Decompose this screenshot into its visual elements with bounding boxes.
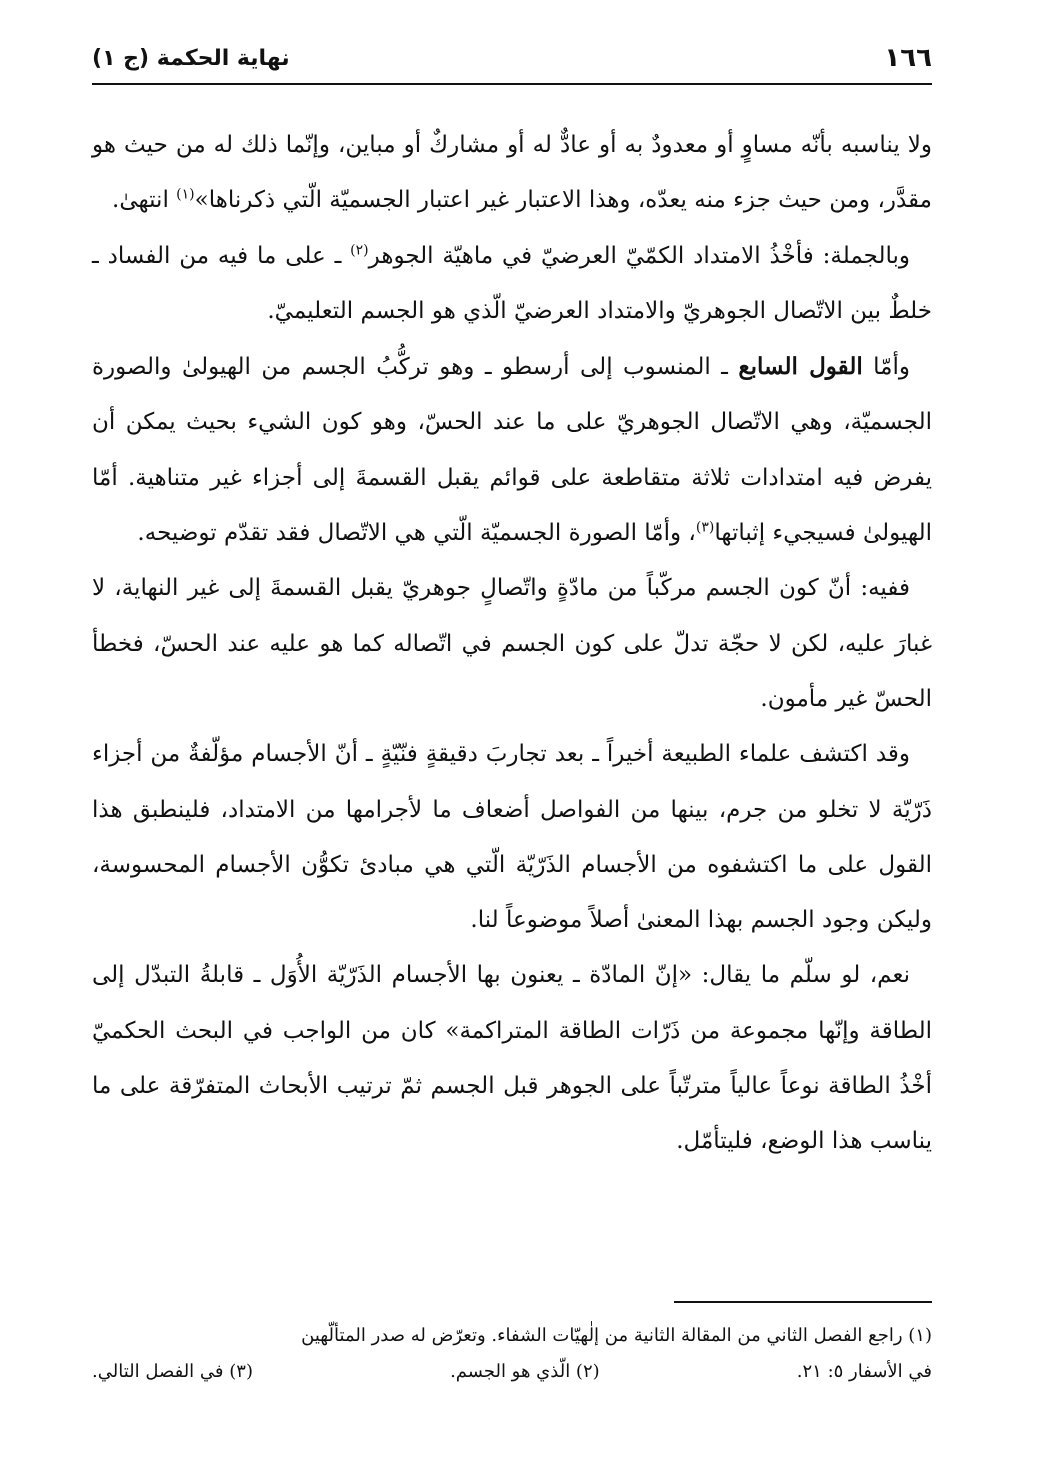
paragraph-text: ـ على ما فيه من الفساد ـ خلطٌ بين الاتّصال الجوهريّ والامتداد العرضيّ الّذي هو الجسم التعليميّ. xyxy=(92,242,932,324)
footnote-divider xyxy=(674,1301,932,1303)
page-header xyxy=(92,38,932,78)
page-number: ١٦٦ xyxy=(884,43,932,73)
footnote-3: (٣) في الفصل التالي. xyxy=(92,1361,253,1382)
main-text xyxy=(92,118,932,1170)
paragraph-text: ، وأمّا الصورة الجسميّة الّتي هي الاتّصال فقد تقدّم توضيحه. xyxy=(137,520,696,547)
footnotes xyxy=(92,1318,932,1390)
paragraph-text: وأمّا xyxy=(862,354,910,381)
footnote-ref-1: (١) xyxy=(176,186,195,203)
paragraph-text: ـ المنسوب إلى أرسطو ـ وهو تركُّبُ الجسم من الهيولىٰ والصورة الجسميّة، وهي الاتّصال الجوهريّ على ما عند الحسّ، وهو كون الشيء بحيث يمكن أن يفرض فيه امتدادات ثلاثة متقاطعة على قوائم يقبل القسمةَ إلى أجزاء غير متناهية. أمّا الهيولىٰ فسيجيء إثباتها xyxy=(92,354,932,547)
footnote-2: (٢) الّذي هو الجسم. xyxy=(450,1361,600,1382)
paragraph-text: ولا يناسبه بأنّه مساوٍ أو معدودٌ به أو عادٌّ له أو مشاركٌ أو مباين، وإنّما ذلك له من حيث هو مقدَّر، ومن حيث جزء منه يعدّه، وهذا الاعتبار غير اعتبار الجسميّة الّتي ذكرناها» xyxy=(92,132,932,214)
header-divider xyxy=(92,83,932,85)
section-heading-inline: القول السابع xyxy=(738,353,863,381)
footnote-ref-2: (٢) xyxy=(350,241,369,258)
paragraph-1 xyxy=(92,118,932,229)
paragraph-4: ففيه: أنّ كون الجسم مركّباً من مادّةٍ واتّصالٍ جوهريّ يقبل القسمةَ إلى غير النهاية، لا غبارَ عليه، لكن لا حجّة تدلّ على كون الجسم في اتّصاله كما هو عليه عند الحسّ، فخطأ الحسّ غير مأمون. xyxy=(92,575,932,712)
footnote-line-2 xyxy=(92,1354,932,1390)
footnote-1-line-1: (١) راجع الفصل الثاني من المقالة الثانية من إلٰهيّات الشفاء. وتعرّض له صدر المتألّهين xyxy=(301,1325,932,1346)
paragraph-text: انتهىٰ. xyxy=(112,187,177,214)
footnote-ref-3: (٣) xyxy=(695,519,715,536)
paragraph-5: وقد اكتشف علماء الطبيعة أخيراً ـ بعد تجاربَ دقيقةٍ فنّيّةٍ ـ أنّ الأجسام مؤلّفةٌ من أجزاء ذَرّيّة لا تخلو من جرم، بينها من الفواصل أضعاف ما لأجرامها من الامتداد، فلينطبق هذا القول على ما اكتشفوه من الأجسام الذَرّيّة الّتي هي مبادئ تكوُّن الأجسام المحسوسة، وليكن وجود الجسم بهذا المعنىٰ أصلاً موضوعاً لنا. xyxy=(92,741,932,934)
running-title: نهاية الحكمة (ج ١) xyxy=(92,45,290,71)
paragraph-2 xyxy=(92,229,932,340)
paragraph-text: وبالجملة: فأخْذُ الامتداد الكمّيّ العرضيّ في ماهيّة الجوهر xyxy=(368,242,910,269)
book-page xyxy=(92,0,932,1461)
paragraph-6: نعم، لو سلّم ما يقال: «إنّ المادّة ـ يعنون بها الأجسام الذَرّيّة الأُوَل ـ قابلةُ التبدّل إلى الطاقة وإنّها مجموعة من ذَرّات الطاقة المتراكمة» كان من الواجب في البحث الحكميّ أخْذُ الطاقة نوعاً عالياً مترتّباً على الجوهر قبل الجسم ثمّ ترتيب الأبحاث المتفرّقة على ما يناسب هذا الوضع، فليتأمّل. xyxy=(92,962,932,1155)
footnote-1-line-2: في الأسفار ٥: ٢١. xyxy=(796,1361,932,1382)
paragraph-3 xyxy=(92,339,932,561)
